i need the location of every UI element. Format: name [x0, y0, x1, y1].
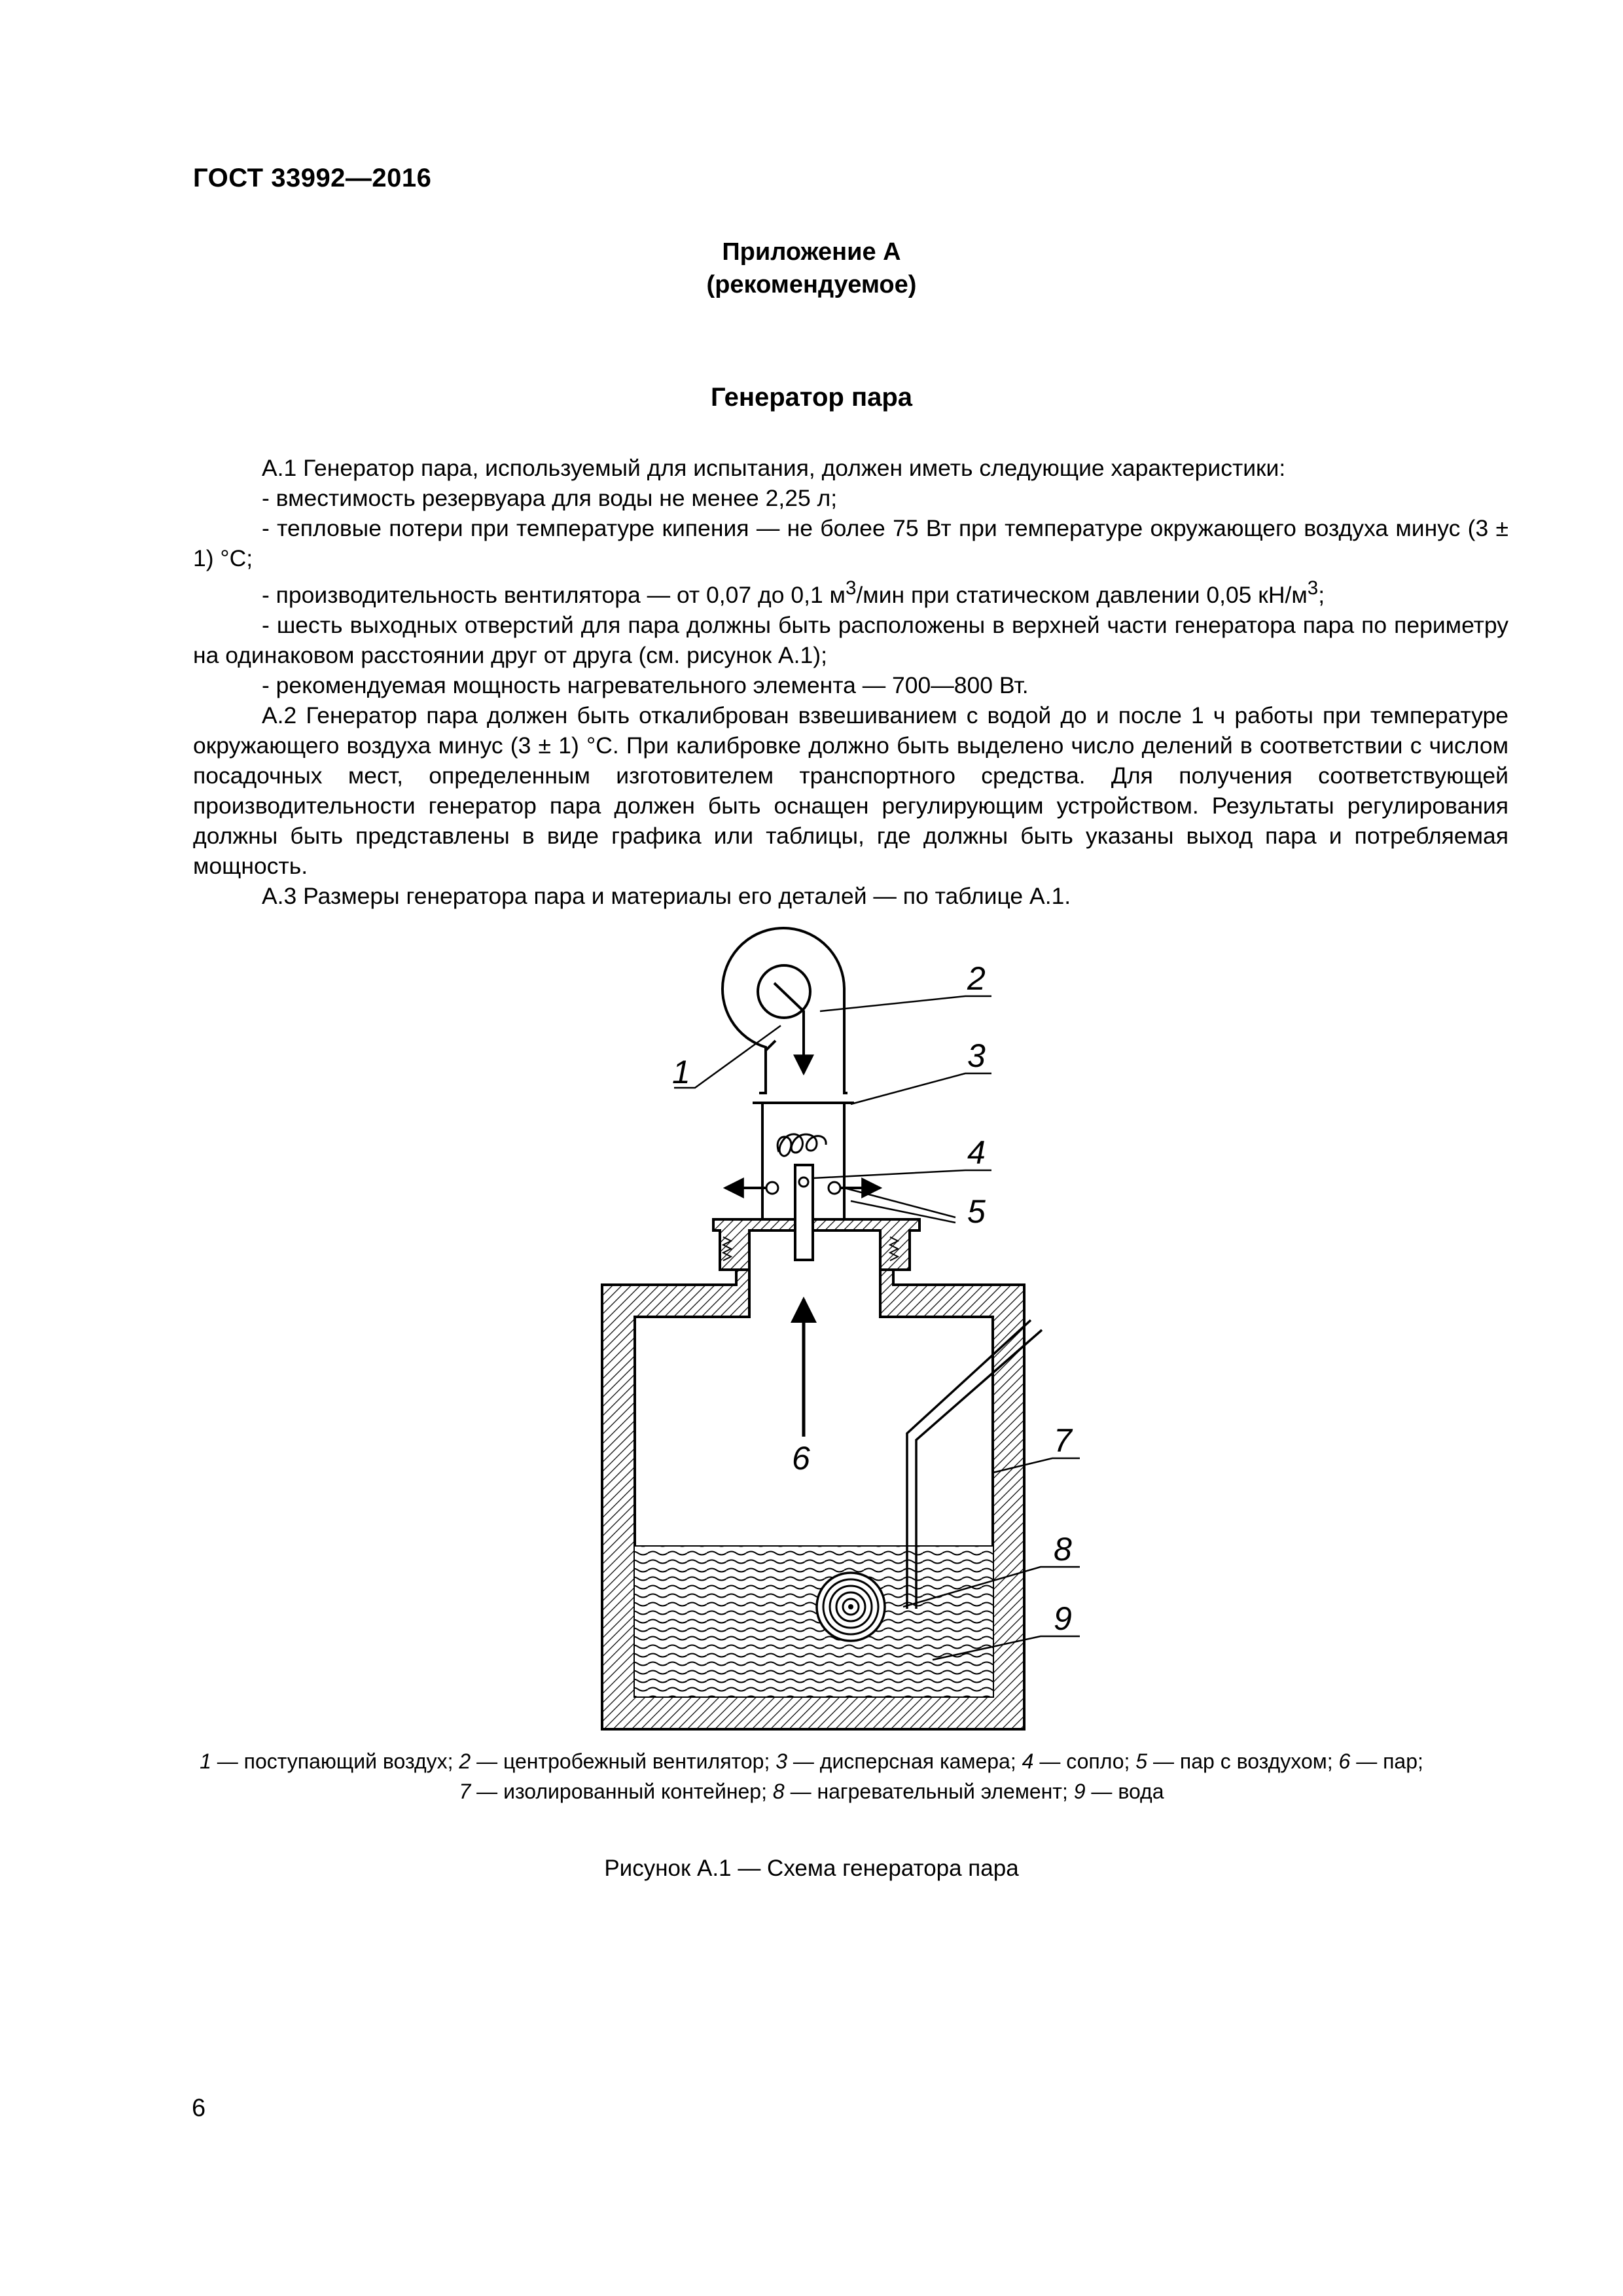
label-6: 6 — [792, 1440, 810, 1477]
label-8: 8 — [1054, 1531, 1072, 1568]
water-area — [635, 1546, 993, 1696]
container-cap — [713, 1219, 919, 1270]
legend-text: — пар с воздухом; — [1147, 1749, 1339, 1773]
bullet-heat-loss: - тепловые потери при температуре кипения — не более 75 Вт при температуре окружающего воздуха минус (3 ± 1) °С; — [193, 515, 1508, 571]
legend-text: — изолированный контейнер; — [471, 1780, 773, 1803]
legend-text: — вода — [1085, 1780, 1164, 1803]
page-number: 6 — [192, 2094, 206, 2122]
legend-line-2 — [0, 1776, 1623, 1806]
legend-num: 7 — [459, 1780, 471, 1803]
legend-text: — нагревательный элемент; — [784, 1780, 1074, 1803]
legend-line-1 — [0, 1746, 1623, 1776]
bullet-fan-capacity — [193, 573, 1508, 610]
legend-num: 3 — [776, 1749, 788, 1773]
label-5: 5 — [967, 1193, 986, 1230]
paragraph-a1: А.1 Генератор пара, используемый для испытания, должен иметь следующие характеристики: — [262, 455, 1286, 481]
legend-text: — центробежный вентилятор; — [471, 1749, 776, 1773]
steam-generator-figure — [576, 929, 1072, 1741]
bullet-tank-capacity: - вместимость резервуара для воды не менее 2,25 л; — [262, 485, 838, 511]
fan-text-3: ; — [1318, 581, 1325, 608]
paragraph-a3: А.3 Размеры генератора пара и материалы его деталей — по таблице А.1. — [262, 882, 1071, 909]
legend-num: 5 — [1135, 1749, 1148, 1773]
superscript: 3 — [845, 577, 857, 599]
legend-num: 9 — [1073, 1780, 1086, 1803]
label-9: 9 — [1054, 1600, 1072, 1637]
steam-generator-diagram — [576, 929, 1072, 1741]
label-7: 7 — [1054, 1422, 1072, 1459]
legend-num: 1 — [200, 1749, 211, 1773]
legend-text: — сопло; — [1033, 1749, 1136, 1773]
label-2: 2 — [967, 960, 986, 997]
superscript: 3 — [1307, 577, 1319, 599]
annex-title: Приложение А — [722, 238, 901, 266]
annex-heading — [0, 236, 1623, 301]
label-3: 3 — [967, 1037, 986, 1074]
legend-text: — поступающий воздух; — [211, 1749, 459, 1773]
legend-num: 6 — [1338, 1749, 1351, 1773]
legend-num: 8 — [772, 1780, 785, 1803]
insulated-container — [602, 1251, 1024, 1729]
bullet-outlet-holes: - шесть выходных отверстий для пара должны быть расположены в верхней части генератора пара по периметру на одинаковом расстоянии друг от друга (см. рисунок А.1); — [193, 611, 1508, 668]
legend-text: — дисперсная камера; — [787, 1749, 1022, 1773]
figure-caption: Рисунок А.1 — Схема генератора пара — [604, 1856, 1019, 1881]
standard-header: ГОСТ 33992—2016 — [193, 164, 432, 192]
figure-legend — [0, 1746, 1623, 1806]
section-title: Генератор пара — [710, 383, 913, 412]
fan-text-2: /мин при статическом давлении 0,05 кН/м — [856, 581, 1308, 608]
body-text — [193, 453, 1508, 911]
bullet-heater-power: - рекомендуемая мощность нагревательного элемента — 700—800 Вт. — [262, 672, 1029, 698]
label-4: 4 — [967, 1134, 986, 1171]
fan-text-1: - производительность вентилятора — от 0,07 до 0,1 м — [262, 581, 846, 608]
legend-num: 2 — [459, 1749, 471, 1773]
label-1: 1 — [672, 1054, 690, 1090]
annex-subtitle: (рекомендуемое) — [706, 271, 917, 298]
paragraph-a2: А.2 Генератор пара должен быть откалиброван взвешиванием с водой до и после 1 ч работы при температуре окружающего воздуха минус (3 ± 1) °С. При калибровке должно быть выделено число делений в соответствии с числом посадочных мест, определенным изготовителем транспортного средства. Для получения соответствующей производительности генератор пара должен быть оснащен регулирующим устройством. Результаты регулирования должны быть представлены в виде графика или таблицы, где должны быть указаны выход пара и потребляемая мощность. — [193, 702, 1508, 879]
legend-num: 4 — [1022, 1749, 1034, 1773]
legend-text: — пар; — [1350, 1749, 1423, 1773]
